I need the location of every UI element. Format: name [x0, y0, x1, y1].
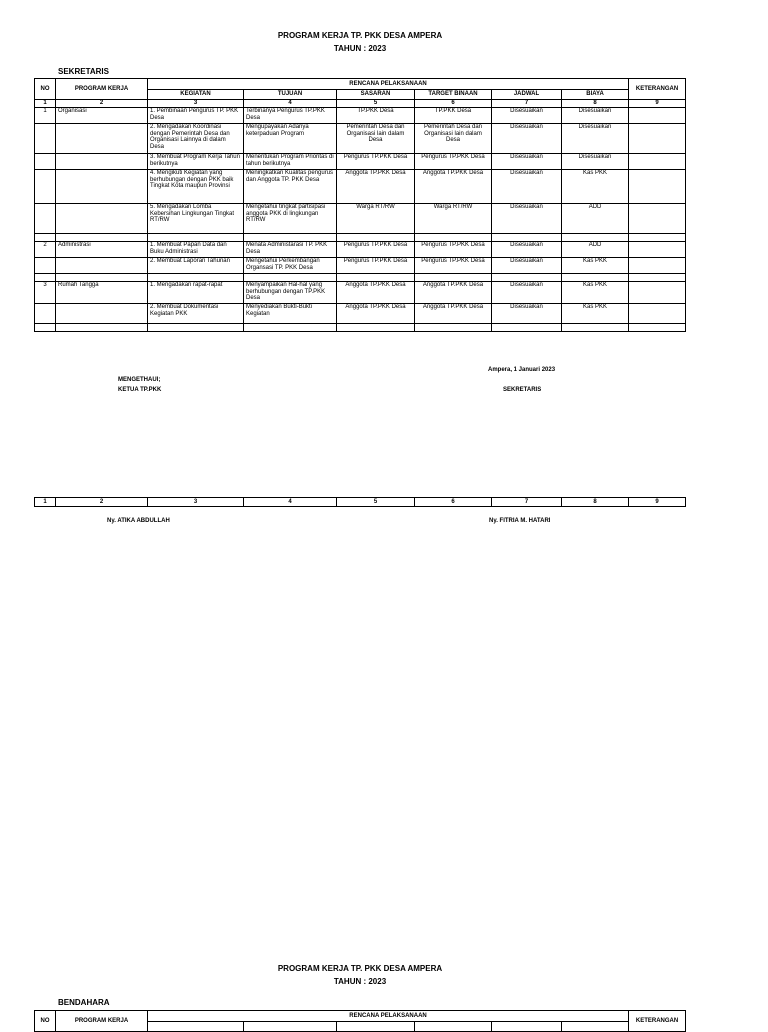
cell-ket — [629, 258, 686, 274]
table-row — [35, 258, 686, 274]
header-jadwal: JADWAL — [492, 90, 562, 100]
cell-biaya: ADD — [562, 204, 629, 234]
cell-no — [35, 154, 56, 170]
cell-ket — [629, 204, 686, 234]
cell-jadwal: Disesuaikan — [492, 282, 562, 304]
cell-program: Administrasi — [56, 242, 148, 258]
table-row — [35, 304, 686, 324]
cell-program: Rumah Tangga — [56, 282, 148, 304]
cell-no — [35, 170, 56, 204]
cell-biaya: Kas PKK — [562, 258, 629, 274]
spacer-row — [35, 234, 686, 242]
cell-target: TP.PKK Desa — [415, 108, 492, 124]
cell-jadwal: Disesuaikan — [492, 258, 562, 274]
spacer-row — [35, 274, 686, 282]
cell-kegiatan: 1. Membuat Papan Data dan Buku Administrasi — [148, 242, 244, 258]
colnum: 6 — [415, 498, 492, 507]
colnum: 5 — [337, 100, 415, 108]
colnum: 3 — [148, 100, 244, 108]
header-rencana: RENCANA PELAKSANAAN — [148, 79, 629, 90]
header-keterangan: KETERANGAN — [629, 1011, 686, 1032]
cell-program — [56, 124, 148, 154]
cell-no: 3 — [35, 282, 56, 304]
cell-tujuan: Menyediakan Bukti-Bukti Kegiatan — [244, 304, 337, 324]
page-title: PROGRAM KERJA TP. PKK DESA AMPERA — [277, 31, 443, 40]
cell-target: Pengurus TP.PKK Desa — [415, 154, 492, 170]
colnum: 5 — [337, 498, 415, 507]
cell-tujuan: Meningkatkan Kualitas pengurus dan Anggota TP. PKK Desa — [244, 170, 337, 204]
table-row — [35, 124, 686, 154]
cell-no — [35, 304, 56, 324]
cell-kegiatan: 3. Membuat Program Kerja Tahun berikutnya — [148, 154, 244, 170]
cell-no — [35, 124, 56, 154]
cell-tujuan: Terbinanya Pengurus TP.PKK Desa — [244, 108, 337, 124]
cell-target: Pengurus TP.PKK Desa — [415, 242, 492, 258]
cell-target: Anggota TP.PKK Desa — [415, 170, 492, 204]
colnum: 7 — [492, 100, 562, 108]
cell-ket — [629, 304, 686, 324]
cell-kegiatan: 5. Mengadakan Lomba Kebersihan Lingkungan Tingkat RT/RW — [148, 204, 244, 234]
page2-year: TAHUN : 2023 — [333, 977, 387, 986]
header-no: NO — [35, 79, 56, 100]
column-number-strip — [34, 497, 686, 507]
colnum: 6 — [415, 100, 492, 108]
page2-title: PROGRAM KERJA TP. PKK DESA AMPERA — [277, 964, 443, 973]
header-keterangan: KETERANGAN — [629, 79, 686, 100]
cell-no: 2 — [35, 242, 56, 258]
cell-sasaran: Pemerintah Desa dan Organisasi lain dalam Desa — [337, 124, 415, 154]
colnum: 2 — [56, 498, 148, 507]
cell-no — [35, 204, 56, 234]
header-rencana: RENCANA PELAKSANAAN — [148, 1011, 629, 1022]
cell-kegiatan: 2. Membuat Dokumentasi Kegiatan PKK — [148, 304, 244, 324]
cell-sasaran: Pengurus TP.PKK Desa — [337, 242, 415, 258]
cell-kegiatan: 2. Membuat Laporan Tahunan — [148, 258, 244, 274]
cell-sasaran: Pengurus TP.PKK Desa — [337, 258, 415, 274]
header-target: TARGET BINAAN — [415, 90, 492, 100]
cell-tujuan: Mengetahui tingkat partisipasi anggota PKK di lingkungan RT/RW — [244, 204, 337, 234]
cell-kegiatan: 1. Mengadakan rapat-rapat — [148, 282, 244, 304]
cell-biaya: Disesuaikan — [562, 108, 629, 124]
colnum: 9 — [629, 100, 686, 108]
colnum: 1 — [35, 498, 56, 507]
colnum: 2 — [56, 100, 148, 108]
cell-ket — [629, 242, 686, 258]
colnum: 1 — [35, 100, 56, 108]
cell-sasaran: Pengurus TP.PKK Desa — [337, 154, 415, 170]
cell-jadwal: Disesuaikan — [492, 170, 562, 204]
cell-jadwal: Disesuaikan — [492, 304, 562, 324]
cell-program: Organisasi — [56, 108, 148, 124]
ketua-label: KETUA TP.PKK — [118, 387, 162, 393]
cell-ket — [629, 154, 686, 170]
cell-tujuan: Menata Administarasi TP. PKK Desa — [244, 242, 337, 258]
header-sasaran: SASARAN — [337, 90, 415, 100]
cell-no: 1 — [35, 108, 56, 124]
colnum: 4 — [244, 498, 337, 507]
cell-biaya: Disesuaikan — [562, 124, 629, 154]
table-row — [35, 170, 686, 204]
cell-jadwal: Disesuaikan — [492, 154, 562, 170]
cell-tujuan: Menyampaikan Hal-hal yang berhubungan dengan TP.PKK Desa — [244, 282, 337, 304]
cell-jadwal: Disesuaikan — [492, 108, 562, 124]
header-tujuan: TUJUAN — [244, 90, 337, 100]
page-year: TAHUN : 2023 — [333, 44, 387, 53]
ketua-name: Ny. ATIKA ABDULLAH — [107, 518, 170, 524]
spacer-row — [35, 324, 686, 332]
cell-sasaran: TP.PKK Desa — [337, 108, 415, 124]
cell-program — [56, 170, 148, 204]
cell-ket — [629, 282, 686, 304]
cell-target: Pengurus TP.PKK Desa — [415, 258, 492, 274]
cell-ket — [629, 124, 686, 154]
cell-jadwal: Disesuaikan — [492, 124, 562, 154]
cell-program — [56, 304, 148, 324]
cell-tujuan: Mengupayakan Adanya keterpaduan Program — [244, 124, 337, 154]
cell-ket — [629, 170, 686, 204]
section-bendahara: BENDAHARA — [58, 998, 110, 1007]
cell-jadwal: Disesuaikan — [492, 242, 562, 258]
program-table-2 — [34, 1010, 686, 1032]
colnum: 9 — [629, 498, 686, 507]
cell-target: Anggota TP.PKK Desa — [415, 304, 492, 324]
cell-tujuan: Mengetahui Perkembangan Organsasi TP. PKK Desa — [244, 258, 337, 274]
cell-sasaran: Anggota TP.PKK Desa — [337, 282, 415, 304]
header-program: PROGRAM KERJA — [56, 79, 148, 100]
colnum: 3 — [148, 498, 244, 507]
cell-kegiatan: 2. Mengadakan Koordinasi dengan Pemerintah Desa dan Organisasi Lainnya di dalam Desa — [148, 124, 244, 154]
cell-biaya: Kas PKK — [562, 304, 629, 324]
colnum: 4 — [244, 100, 337, 108]
cell-target: Warga RT/RW — [415, 204, 492, 234]
cell-sasaran: Anggota TP.PKK Desa — [337, 304, 415, 324]
cell-biaya: Kas PKK — [562, 282, 629, 304]
table-row — [35, 108, 686, 124]
cell-kegiatan: 1. Pembinaan Pengurus TP. PKK Desa — [148, 108, 244, 124]
table-row — [35, 282, 686, 304]
mengetahui-label: MENGETHAUI; — [118, 377, 161, 383]
cell-target: Anggota TP.PKK Desa — [415, 282, 492, 304]
cell-tujuan: Menentukan Program Prioritas di tahun berikutnya — [244, 154, 337, 170]
cell-sasaran: Warga RT/RW — [337, 204, 415, 234]
header-program: PROGRAM KERJA — [56, 1011, 148, 1032]
cell-no — [35, 258, 56, 274]
cell-program — [56, 258, 148, 274]
cell-sasaran: Anggota TP.PKK Desa — [337, 170, 415, 204]
cell-ket — [629, 108, 686, 124]
cell-biaya: ADD — [562, 242, 629, 258]
colnum: 7 — [492, 498, 562, 507]
colnum: 8 — [562, 498, 629, 507]
header-biaya: BIAYA — [562, 90, 629, 100]
sekretaris-label: SEKRETARIS — [503, 387, 542, 393]
header-kegiatan: KEGIATAN — [148, 90, 244, 100]
cell-jadwal: Disesuaikan — [492, 204, 562, 234]
cell-program — [56, 154, 148, 170]
table-row — [35, 154, 686, 170]
date-place: Ampera, 1 Januari 2023 — [488, 367, 556, 373]
sekretaris-name: Ny. FITRIA M. HATARI — [489, 518, 551, 524]
cell-kegiatan: 4. Mengikuti Kegiatan yang berhubungan dengan PKK baik Tingkat Kota maupun Provinsi — [148, 170, 244, 204]
cell-biaya: Disesuaikan — [562, 154, 629, 170]
table-row — [35, 242, 686, 258]
cell-biaya: Kas PKK — [562, 170, 629, 204]
table-row — [35, 204, 686, 234]
program-table — [34, 78, 686, 332]
section-sekretaris: SEKRETARIS — [58, 67, 109, 76]
cell-target: Pemerintah Desa dan Organisasi lain dalam Desa — [415, 124, 492, 154]
colnum: 8 — [562, 100, 629, 108]
header-no: NO — [35, 1011, 56, 1032]
cell-program — [56, 204, 148, 234]
